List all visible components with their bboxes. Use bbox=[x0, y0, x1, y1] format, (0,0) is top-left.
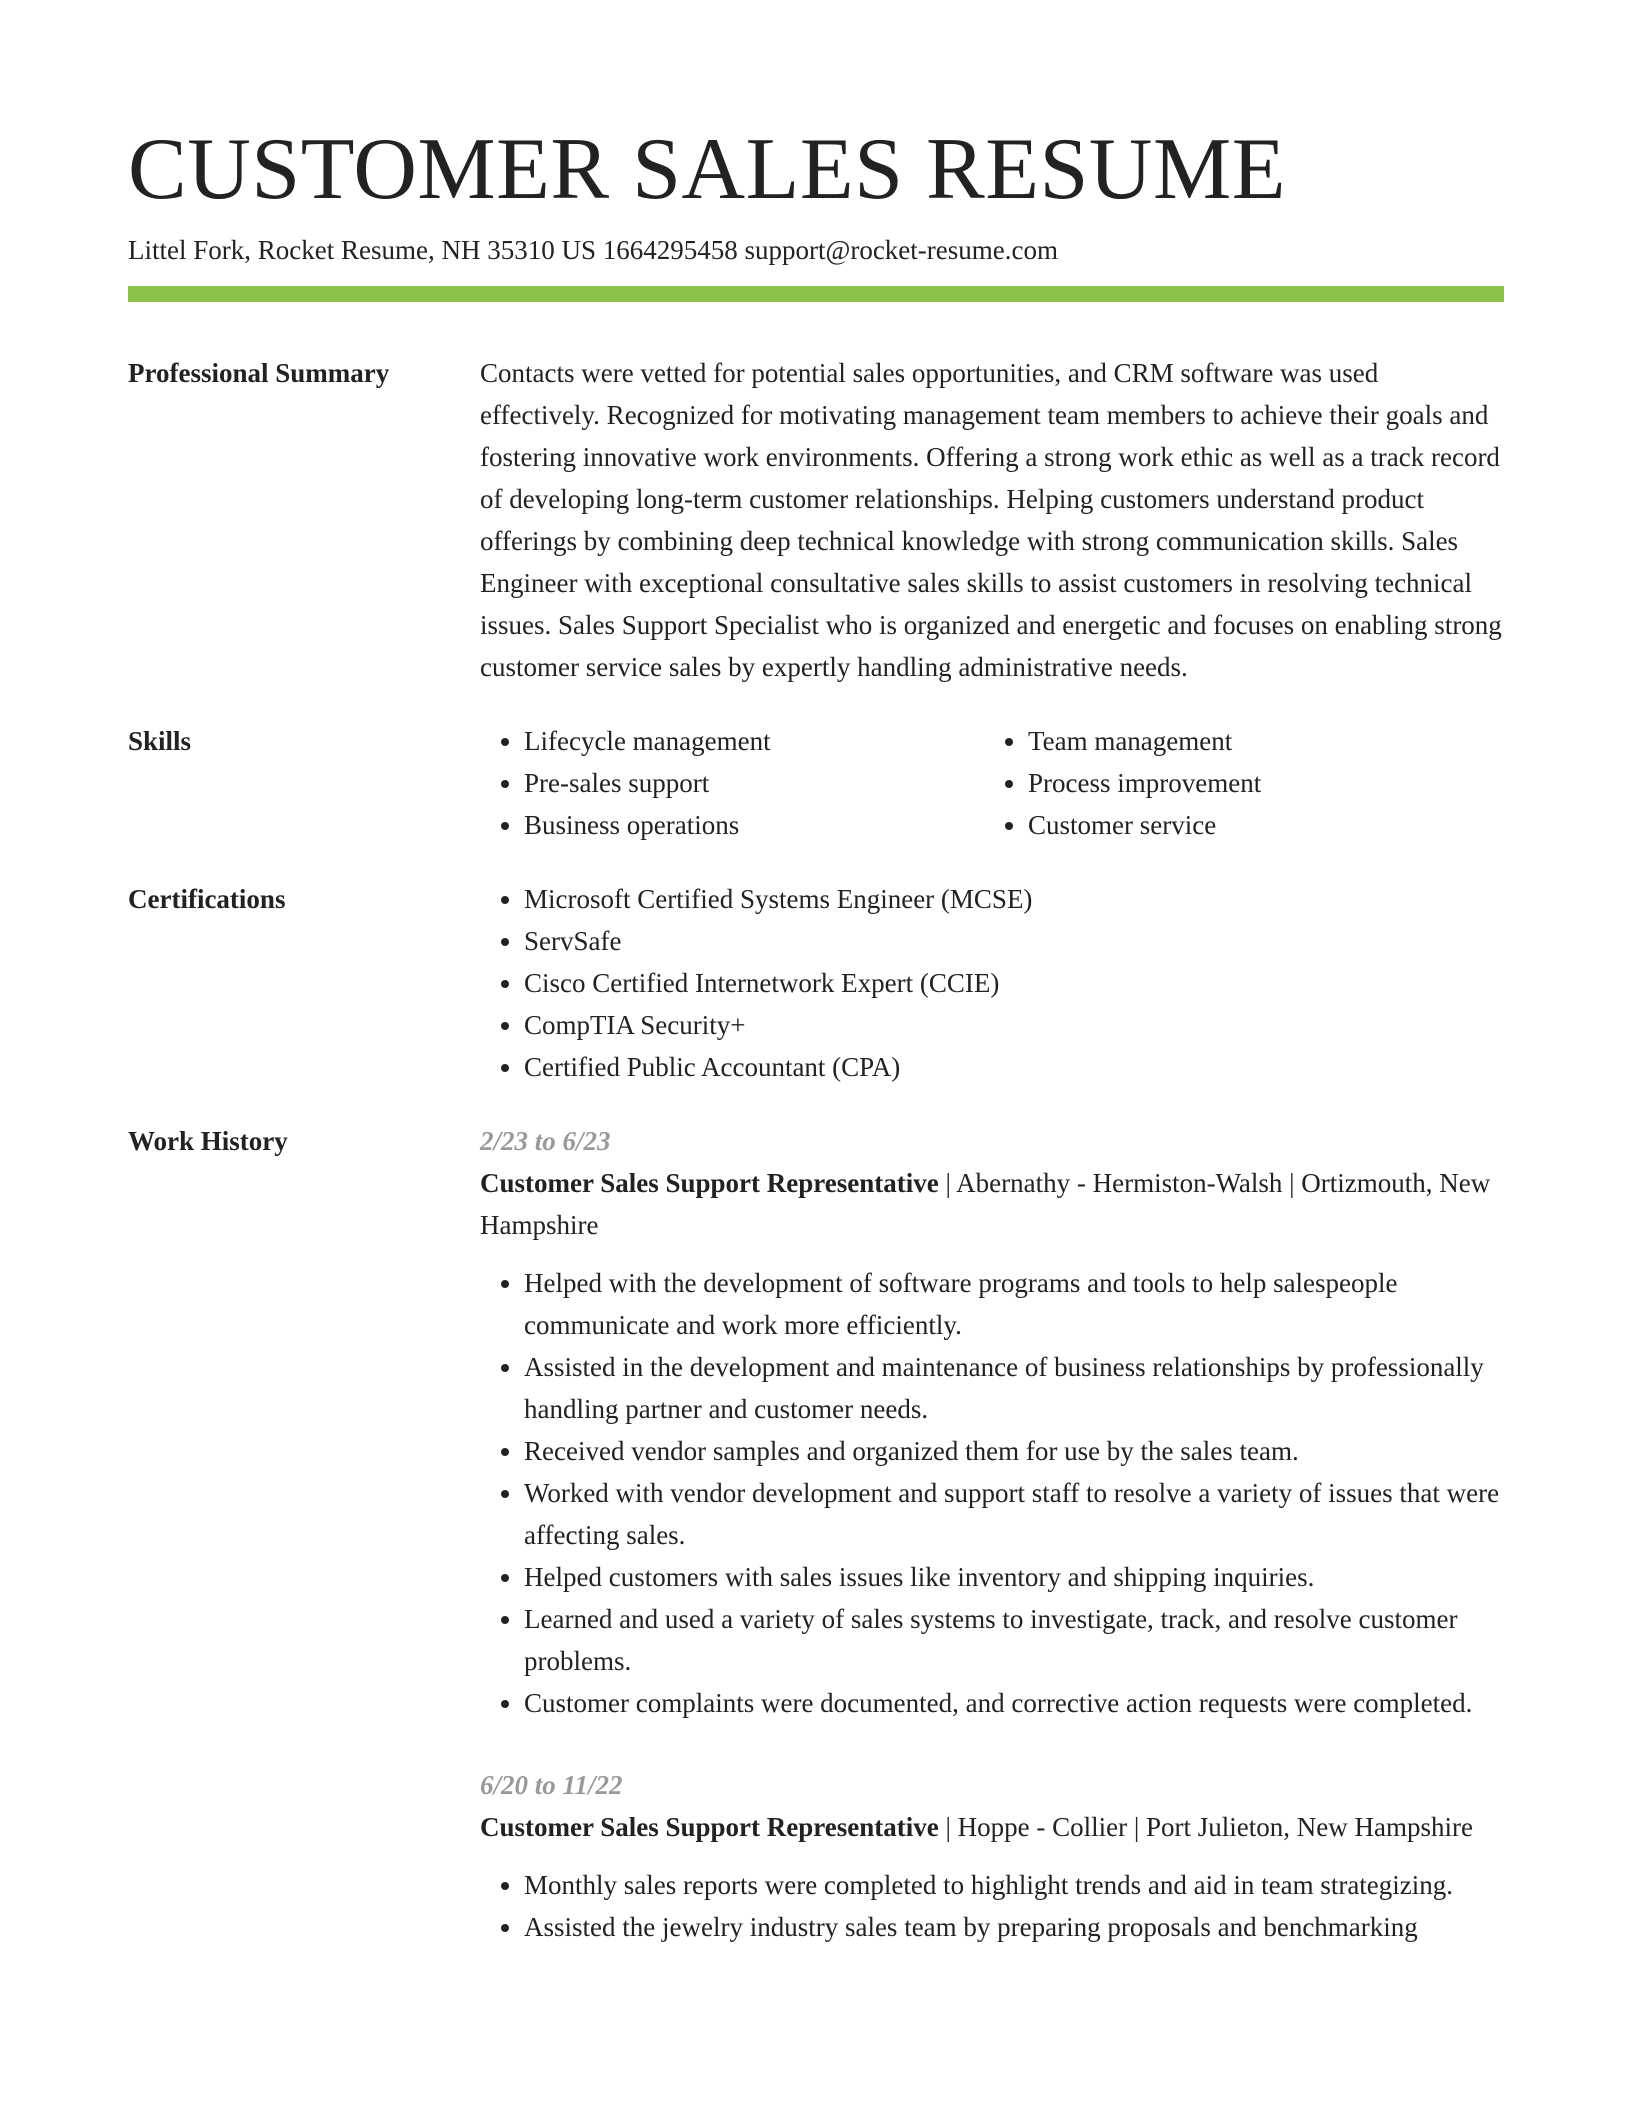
skill-item: • Customer service bbox=[1028, 804, 1488, 846]
job-bullet: • Learned and used a variety of sales systems to investigate, track, and resolve customer problems. bbox=[524, 1598, 1504, 1682]
section-label-certifications: Certifications bbox=[128, 884, 286, 914]
job-heading bbox=[480, 1806, 1504, 1848]
work-history-section bbox=[128, 1120, 1504, 1988]
job-bullet: • Monthly sales reports were completed to highlight trends and aid in team strategizing. bbox=[524, 1864, 1504, 1906]
summary-section bbox=[128, 352, 1504, 688]
job-entry bbox=[480, 1764, 1504, 1948]
job-bullets bbox=[480, 1262, 1504, 1724]
job-entry bbox=[480, 1120, 1504, 1724]
certifications-section bbox=[128, 878, 1504, 1088]
skill-item: • Lifecycle management bbox=[524, 720, 984, 762]
contact-info: Littel Fork, Rocket Resume, NH 35310 US 1664295458 support@rocket-resume.com bbox=[128, 235, 1058, 265]
job-heading bbox=[480, 1162, 1504, 1246]
summary-text: Contacts were vetted for potential sales opportunities, and CRM software was used effectively. Recognized for motivating management team members to achieve their goals and fostering innovative work environments. Offering a strong work ethic as well as a track record of developing long-term customer relationships. Helping customers understand product offerings by combining deep technical knowledge with strong communication skills. Sales Engineer with exceptional consultative sales skills to assist customers in resolving technical issues. Sales Support Specialist who is organized and energetic and focuses on enabling strong customer service sales by expertly handling administrative needs. bbox=[480, 358, 1502, 682]
skills-grid bbox=[480, 720, 1504, 846]
job-bullet: • Helped customers with sales issues like inventory and shipping inquiries. bbox=[524, 1556, 1504, 1598]
job-dates: 2/23 to 6/23 bbox=[480, 1126, 611, 1156]
skill-item: • Business operations bbox=[524, 804, 984, 846]
skill-item: • Process improvement bbox=[1028, 762, 1488, 804]
skill-item: • Pre-sales support bbox=[524, 762, 984, 804]
certification-item: • CompTIA Security+ bbox=[524, 1004, 1504, 1046]
section-label-work-history: Work History bbox=[128, 1126, 288, 1156]
section-label-skills: Skills bbox=[128, 726, 192, 756]
job-bullets bbox=[480, 1864, 1504, 1948]
certifications-body bbox=[480, 878, 1504, 1088]
skills-column-1 bbox=[480, 720, 984, 846]
certification-item: • Certified Public Accountant (CPA) bbox=[524, 1046, 1504, 1088]
skills-list-2 bbox=[984, 720, 1488, 846]
job-bullet: • Worked with vendor development and support staff to resolve a variety of issues that were affecting sales. bbox=[524, 1472, 1504, 1556]
job-bullet: • Received vendor samples and organized them for use by the sales team. bbox=[524, 1430, 1504, 1472]
skills-body bbox=[480, 720, 1504, 846]
resume-title: CUSTOMER SALES RESUME bbox=[128, 121, 1286, 218]
job-title: Customer Sales Support Representative bbox=[480, 1168, 939, 1198]
certification-item: • Cisco Certified Internetwork Expert (CCIE) bbox=[524, 962, 1504, 1004]
certification-item: • ServSafe bbox=[524, 920, 1504, 962]
certification-item: • Microsoft Certified Systems Engineer (MCSE) bbox=[524, 878, 1504, 920]
job-title: Customer Sales Support Representative bbox=[480, 1812, 939, 1842]
job-details: | Abernathy - Hermiston-Walsh | Ortizmouth, New Hampshire bbox=[480, 1168, 1491, 1240]
skill-item: • Team management bbox=[1028, 720, 1488, 762]
job-bullet: • Customer complaints were documented, and corrective action requests were completed. bbox=[524, 1682, 1504, 1724]
job-bullet: • Assisted in the development and maintenance of business relationships by professionally handling partner and customer needs. bbox=[524, 1346, 1504, 1430]
resume-page bbox=[128, 120, 1504, 1988]
work-history-body bbox=[480, 1120, 1504, 1988]
job-dates: 6/20 to 11/22 bbox=[480, 1770, 623, 1800]
skills-column-2 bbox=[984, 720, 1488, 846]
job-bullet: • Assisted the jewelry industry sales team by preparing proposals and benchmarking bbox=[524, 1906, 1504, 1948]
certifications-list bbox=[480, 878, 1504, 1088]
job-details: | Hoppe - Collier | Port Julieton, New Hampshire bbox=[938, 1812, 1473, 1842]
skills-list-1 bbox=[480, 720, 984, 846]
skills-section bbox=[128, 720, 1504, 846]
header-divider bbox=[128, 286, 1504, 302]
section-label-summary: Professional Summary bbox=[128, 358, 390, 388]
job-bullet: • Helped with the development of software programs and tools to help salespeople communicate and work more efficiently. bbox=[524, 1262, 1504, 1346]
